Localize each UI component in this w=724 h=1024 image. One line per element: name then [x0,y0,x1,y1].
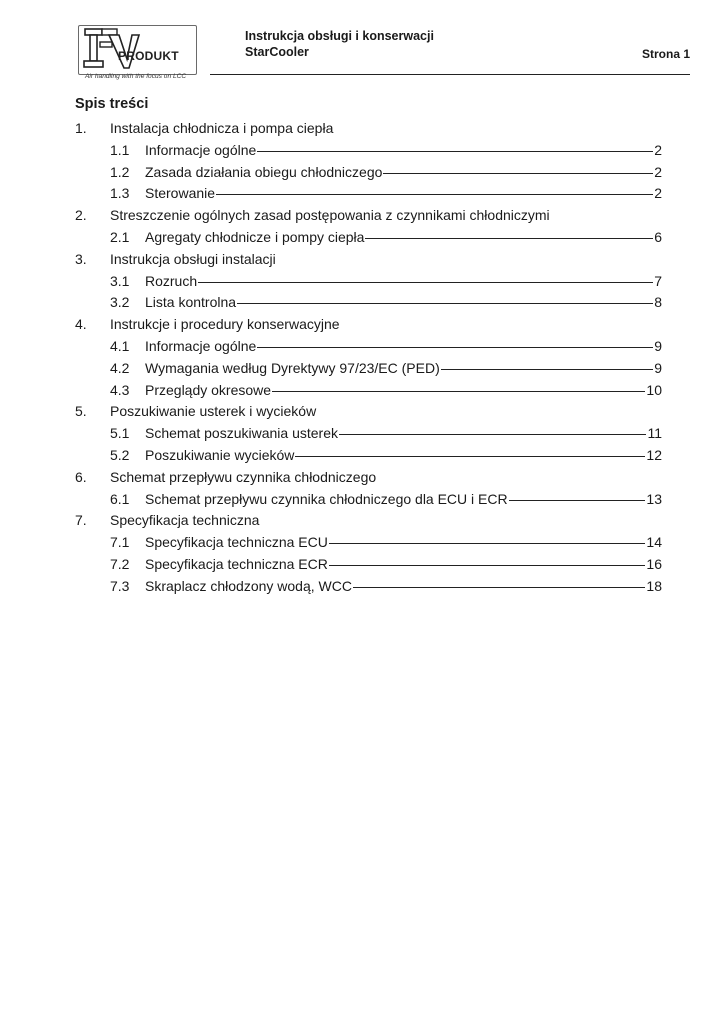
toc-entry-title: Sterowanie [145,185,216,202]
toc-section-title: Instrukcja obsługi instalacji [110,250,276,267]
toc-leader-line [272,391,645,392]
toc-entry-title: Agregaty chłodnicze i pompy ciepła [145,228,365,245]
toc-entry-page: 11 [647,425,662,442]
toc-entry[interactable] [75,554,662,576]
toc-section [75,510,662,532]
header-divider [210,74,690,75]
toc-section [75,118,662,140]
toc-leader-line [509,500,646,501]
toc-entry[interactable] [75,423,662,445]
product-name: StarCooler [245,45,309,59]
toc-entry-title: Specyfikacja techniczna ECR [145,555,328,572]
toc-section [75,249,662,271]
toc-entry-number: 1.2 [110,163,130,180]
toc-entry[interactable] [75,271,662,293]
toc-entry[interactable] [75,489,662,511]
toc-entry-number: 6.1 [110,490,130,507]
toc-entry-page: 9 [654,359,662,376]
toc-leader-line [198,282,653,283]
toc-section-number: 2. [75,207,87,224]
toc-entry-number: 4.2 [110,359,130,376]
toc-entry[interactable] [75,576,662,598]
toc-leader-line [383,173,653,174]
toc-section-number: 4. [75,316,87,333]
toc-leader-line [216,194,653,195]
toc-entry-page: 16 [646,555,662,572]
toc-entry-number: 7.2 [110,555,130,572]
toc-entry-title: Lista kontrolna [145,294,237,311]
toc-heading: Spis treści [75,96,149,112]
toc-entry-title: Informacje ogólne [145,141,257,158]
toc-entry[interactable] [75,380,662,402]
toc-entry[interactable] [75,532,662,554]
toc-entry-title: Schemat poszukiwania usterek [145,425,338,442]
toc-section-title: Instalacja chłodnicza i pompa ciepła [110,120,334,136]
toc-entry-page: 10 [646,381,662,398]
toc-section [75,401,662,423]
toc-leader-line [329,565,646,566]
toc-section-title: Specyfikacja techniczna [110,512,260,529]
toc-entry-page: 2 [654,185,662,202]
toc-entry-number: 7.3 [110,577,130,594]
page-number: Strona 1 [641,47,690,61]
toc-entry-number: 7.1 [110,534,130,551]
logo-slogan: Air handling with the focus on LCC [85,73,187,80]
toc-entry-number: 1.1 [110,141,130,158]
toc-entry-number: 2.1 [110,228,130,245]
toc-section [75,314,662,336]
toc-entry-number: 4.3 [110,381,130,398]
toc-entry-title: Specyfikacja techniczna ECU [145,534,328,551]
toc-entry-page: 8 [654,294,662,311]
toc-section-title: Poszukiwanie usterek i wycieków [110,403,317,420]
toc-leader-line [237,303,653,304]
toc-entry-page: 9 [654,337,662,354]
toc-entry[interactable] [75,292,662,314]
toc-entry-title: Rozruch [145,272,198,289]
toc-entry-page: 12 [646,446,662,463]
toc-entry-number: 5.1 [110,425,130,442]
toc-section-title: Instrukcje i procedury konserwacyjne [110,316,340,333]
toc-entry-page: 18 [646,577,662,594]
company-logo [78,25,197,75]
toc-entry[interactable] [75,358,662,380]
toc-leader-line [329,543,646,544]
toc-entry-page: 2 [654,141,662,158]
toc-entry[interactable] [75,336,662,358]
toc-section-number: 7. [75,512,87,529]
toc-section-number: 3. [75,250,87,267]
toc-section [75,467,662,489]
toc-leader-line [339,434,646,435]
toc-section-number: 1. [75,120,87,136]
toc-entry-title: Poszukiwanie wycieków [145,446,295,463]
table-of-contents [75,118,662,598]
toc-entry-page: 6 [654,228,662,245]
document-title: Instrukcja obsługi i konserwacji [245,29,434,43]
toc-entry-title: Skraplacz chłodzony wodą, WCC [145,577,352,594]
toc-entry-title: Schemat przepływu czynnika chłodniczego dla ECU i ECR [145,490,508,507]
toc-leader-line [365,238,653,239]
toc-entry[interactable] [75,183,662,205]
toc-entry-page: 13 [646,490,662,507]
toc-entry[interactable] [75,162,662,184]
toc-leader-line [257,151,653,152]
toc-entry-number: 5.2 [110,446,130,463]
toc-entry[interactable] [75,140,662,162]
toc-leader-line [353,587,645,588]
toc-entry-number: 3.2 [110,294,130,311]
toc-entry-page: 7 [654,272,662,289]
toc-section-number: 5. [75,403,87,420]
toc-entry[interactable] [75,445,662,467]
toc-entry-number: 3.1 [110,272,130,289]
toc-entry-page: 14 [646,534,662,551]
toc-section-title: Streszczenie ogólnych zasad postępowania z czynnikami chłodniczymi [110,207,550,224]
toc-leader-line [257,347,653,348]
toc-leader-line [441,369,653,370]
toc-entry-title: Wymagania według Dyrektywy 97/23/EC (PED) [145,359,440,376]
toc-entry-number: 4.1 [110,337,130,354]
logo-wordmark: PRODUKT [118,49,179,63]
toc-section-title: Schemat przepływu czynnika chłodniczego [110,468,377,485]
toc-leader-line [295,456,645,457]
toc-entry-number: 1.3 [110,185,130,202]
toc-entry-title: Zasada działania obiegu chłodniczego [145,163,383,180]
toc-entry-title: Przeglądy okresowe [145,381,272,398]
toc-section-number: 6. [75,468,87,485]
toc-entry-page: 2 [654,163,662,180]
toc-entry-title: Informacje ogólne [145,337,257,354]
toc-entry[interactable] [75,227,662,249]
toc-section [75,205,662,227]
